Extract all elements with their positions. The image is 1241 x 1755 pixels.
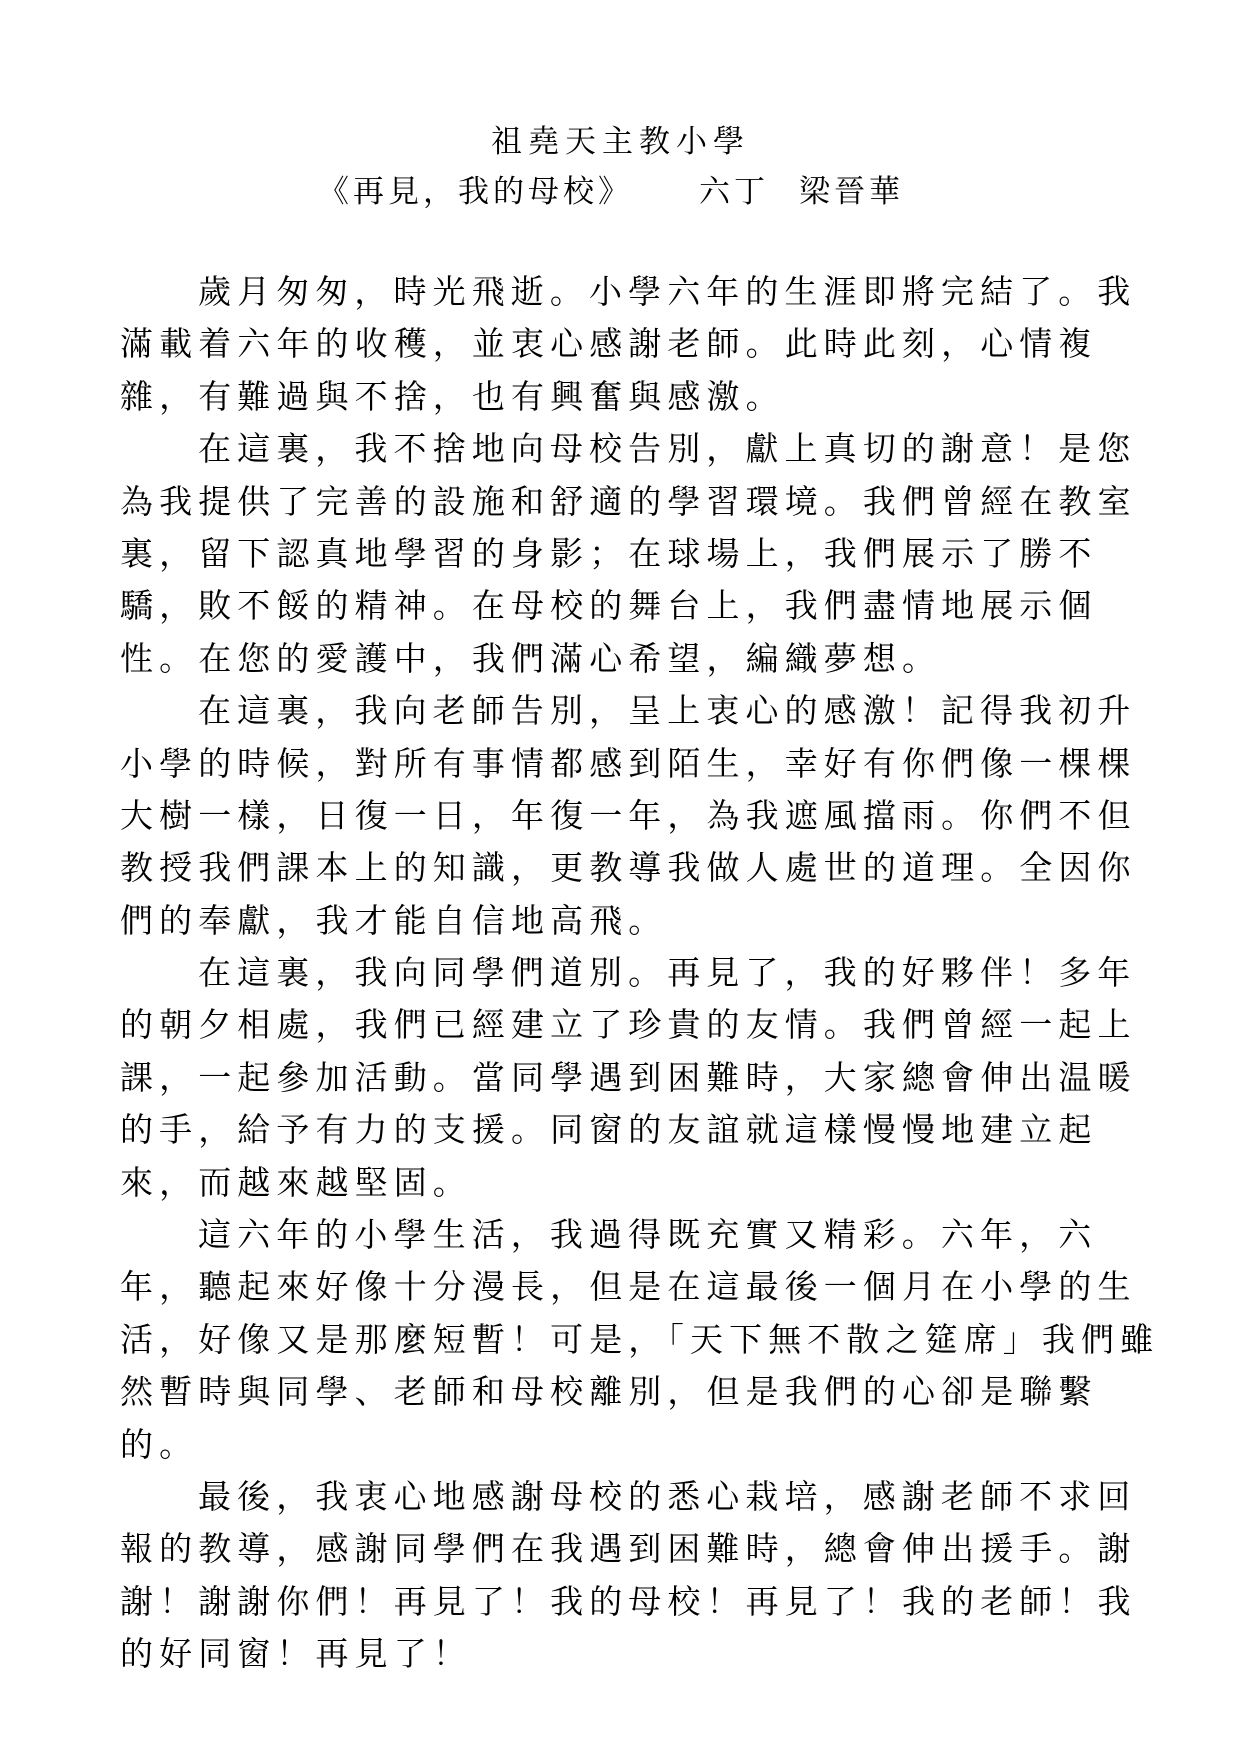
paragraph-3-line-4: 教授我們課本上的知識，更教導我做人處世的道理。全因你 [120,848,1137,888]
author-name: 梁晉華 [799,174,904,210]
class-name: 六丁 [699,174,769,210]
paragraph-2-line-4: 驕，敗不餒的精神。在母校的舞台上，我們盡情地展示個 [120,586,1098,626]
paragraph-3-line-2: 小學的時候，對所有事情都感到陌生，幸好有你們像一棵棵 [120,743,1137,783]
paragraph-6-line-1: 最後，我衷心地感謝母校的悉心栽培，感謝老師不求回 [198,1476,1137,1516]
paragraph-2-line-2: 為我提供了完善的設施和舒適的學習環境。我們曾經在教室 [120,481,1137,521]
paragraph-5-line-1: 這六年的小學生活，我過得既充實又精彩。六年，六 [198,1215,1098,1255]
school-name: 祖堯天主教小學 [491,124,750,160]
paragraph-1-line-3: 雜，有難過與不捨，也有興奮與感激。 [120,376,785,416]
paragraph-1-line-2: 滿載着六年的收穫，並衷心感謝老師。此時此刻，心情複 [120,324,1098,364]
paragraph-6-line-3: 謝！謝謝你們！再見了！我的母校！再見了！我的老師！我 [120,1581,1137,1621]
essay-heading [318,172,1018,212]
essay-title: 《再見，我的母校》 [318,174,633,210]
paragraph-4-line-2: 的朝夕相處，我們已經建立了珍貴的友情。我們曾經一起上 [120,1005,1137,1045]
paragraph-2-line-3: 裏，留下認真地學習的身影；在球場上，我們展示了勝不 [120,533,1098,573]
paragraph-5-line-3: 活，好像又是那麼短暫！可是，「天下無不散之筵席」我們雖 [120,1319,1160,1359]
paragraph-3-line-3: 大樹一樣，日復一日，年復一年，為我遮風擋雨。你們不但 [120,795,1137,835]
paragraph-4-line-3: 課，一起參加活動。當同學遇到困難時，大家總會伸出温暖 [120,1057,1137,1097]
paragraph-2-line-1: 在這裏，我不捨地向母校告別，獻上真切的謝意！是您 [198,429,1137,469]
essay-body [120,266,1160,1681]
paragraph-5-line-2: 年，聽起來好像十分漫長，但是在這最後一個月在小學的生 [120,1267,1137,1307]
paragraph-4-line-4: 的手，給予有力的支援。同窗的友誼就這樣慢慢地建立起 [120,1110,1098,1150]
paragraph-4-line-5: 來，而越來越堅固。 [120,1162,472,1202]
paragraph-3-line-5: 們的奉獻，我才能自信地高飛。 [120,900,668,940]
paragraph-6-line-4: 的好同窗！再見了！ [120,1634,472,1674]
paragraph-1-line-1: 歲月匆匆，時光飛逝。小學六年的生涯即將完結了。我 [198,272,1137,311]
paragraph-2-line-5: 性。在您的愛護中，我們滿心希望，編織夢想。 [120,638,942,678]
paragraph-5-line-4: 然暫時與同學、老師和母校離別，但是我們的心卻是聯繫 [120,1372,1098,1412]
paragraph-6-line-2: 報的教導，感謝同學們在我遇到困難時，總會伸出援手。謝 [120,1529,1137,1569]
paragraph-5-line-5: 的。 [120,1424,199,1464]
paragraph-3-line-1: 在這裏，我向老師告別，呈上衷心的感激！記得我初升 [198,691,1137,731]
paragraph-4-line-1: 在這裏，我向同學們道別。再見了，我的好夥伴！多年 [198,953,1137,993]
